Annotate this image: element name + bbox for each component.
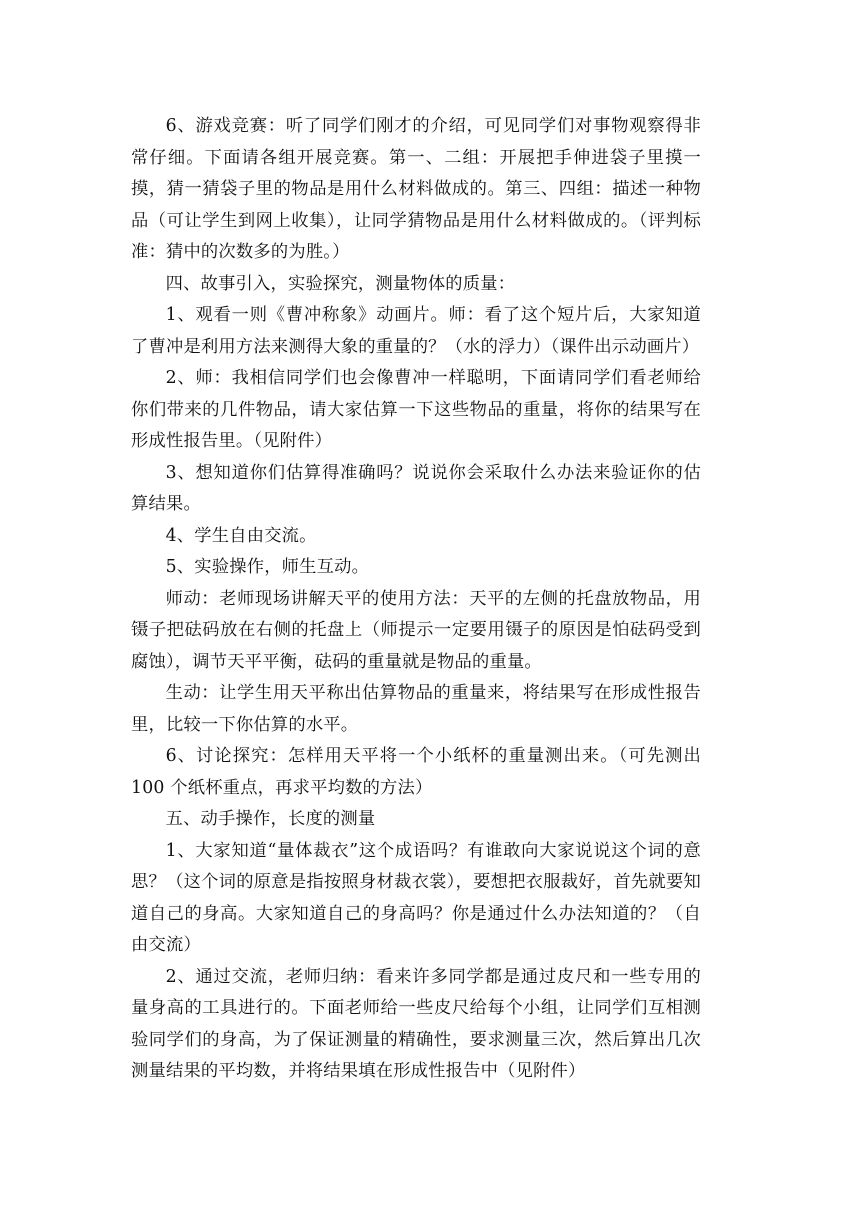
paragraph-game-competition: 6、游戏竞赛：听了同学们刚才的介绍，可见同学们对事物观察得非常仔细。下面请各组开展竞赛。第一、二组：开展把手伸进袋子里摸一摸，猜一猜袋子里的物品是用什么材料做成的。第三、四组：描述一种物品（可让学生到网上收集），让同学猜物品是用什么材料做成的。（评判标准：猜中的次数多的为胜。） — [131, 116, 701, 262]
document-body — [131, 111, 701, 1088]
paragraph-idiom-question: 1、大家知道“量体裁衣”这个成语吗？有谁敢向大家说说这个词的意思？（这个词的原意是指按照身材裁衣裳），要想把衣服裁好，首先就要知道自己的身高。大家知道自己的身高吗？你是通过什么办法知道的？（自由交流） — [131, 840, 701, 955]
paragraph-teacher-demo: 师动：老师现场讲解天平的使用方法：天平的左侧的托盘放物品，用镊子把砝码放在右侧的托盘上（师提示一定要用镊子的原因是怕砝码受到腐蚀），调节天平平衡，砝码的重量就是物品的重量。 — [131, 588, 701, 672]
paragraph-height-measurement: 2、通过交流，老师归纳：看来许多同学都是通过皮尺和一些专用的量身高的工具进行的。下面老师给一些皮尺给每个小组，让同学们互相测验同学们的身高，为了保证测量的精确性，要求测量三次，然后算出几次测量结果的平均数，并将结果填在形成性报告中（见附件） — [131, 966, 701, 1081]
paragraph-free-discussion: 4、学生自由交流。 — [165, 525, 317, 546]
paragraph-estimate-weight: 2、师：我相信同学们也会像曹冲一样聪明，下面请同学们看老师给你们带来的几件物品，请大家估算一下这些物品的重量，将你的结果写在形成性报告里。（见附件） — [131, 368, 701, 451]
paragraph-cao-chong-video: 1、观看一则《曹冲称象》动画片。师：看了这个短片后，大家知道了曹冲是利用方法来测得大象的重量的？（水的浮力）（课件出示动画片） — [131, 305, 701, 357]
section-heading-mass-measurement: 四、故事引入，实验探究，测量物体的质量： — [165, 273, 516, 294]
paragraph-paper-cup-discussion: 6、讨论探究：怎样用天平将一个小纸杯的重量测出来。（可先测出 100 个纸杯重点，再求平均数的方法） — [131, 746, 701, 798]
paragraph-experiment-operation: 5、实验操作，师生互动。 — [165, 557, 370, 577]
paragraph-student-activity: 生动：让学生用天平称出估算物品的重量来，将结果写在形成性报告里，比较一下你估算的水平。 — [131, 683, 701, 735]
paragraph-verify-estimate: 3、想知道你们估算得准确吗？说说你会采取什么办法来验证你的估算结果。 — [131, 462, 701, 514]
section-heading-length-measurement: 五、动手操作，长度的测量 — [165, 809, 376, 829]
